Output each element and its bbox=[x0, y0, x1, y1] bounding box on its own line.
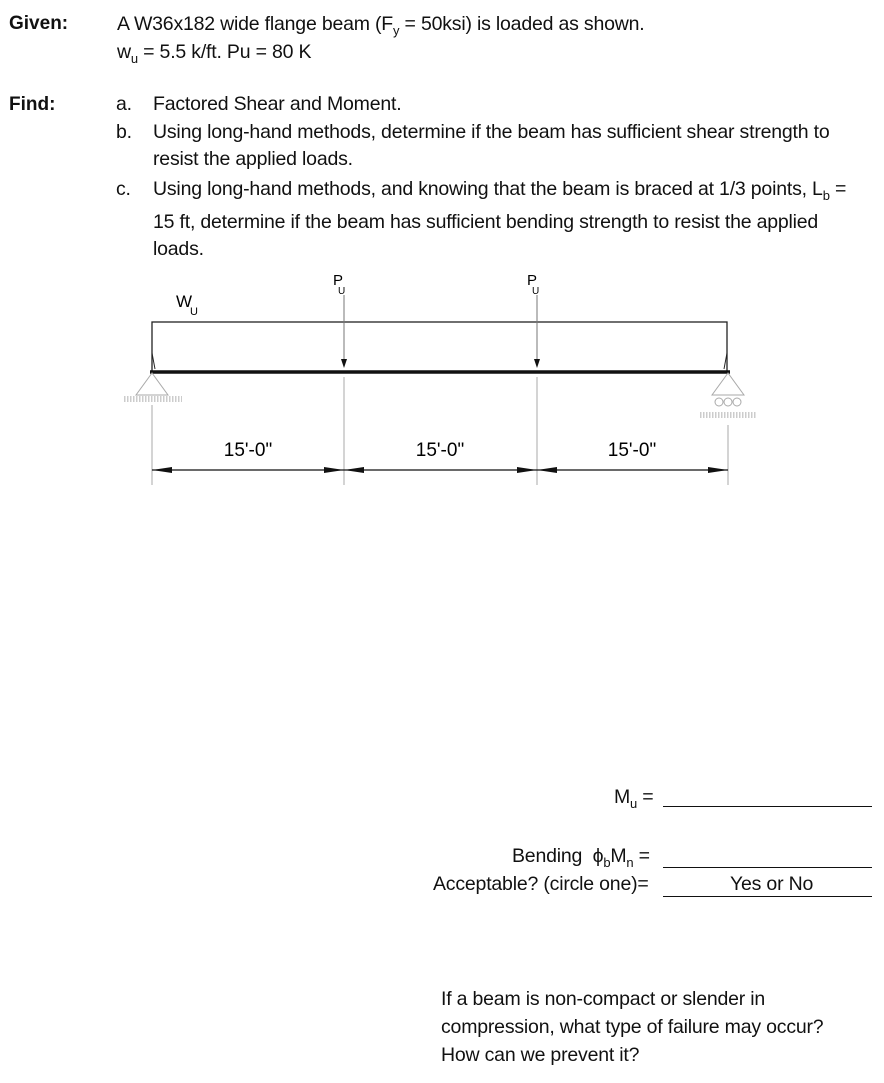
distributed-load-block bbox=[152, 322, 727, 372]
svg-text:P: P bbox=[527, 272, 538, 289]
span-label-3: 15'-0" bbox=[607, 440, 657, 461]
bending-label: Bending $\phi_bM_n$ = bbox=[512, 845, 650, 870]
acceptable-answer-line bbox=[663, 896, 872, 897]
mu-answer-line[interactable] bbox=[663, 806, 872, 807]
failure-question: If a beam is non-compact or slender in compression, what type of failure may occur? How can we prevent it? bbox=[441, 988, 824, 1066]
point-load-arrow-2 bbox=[534, 359, 540, 368]
find-item-c: c. Using long-hand methods, and knowing that the beam is braced at 1/3 points, $L_b$ = 15 ft, determine if the beam has sufficient bending strength to resist the applied loads. bbox=[116, 178, 847, 260]
given-line-2: $w_u = 5.5$ k/ft. Pu = 80 K bbox=[117, 41, 312, 66]
point-load-arrow-1 bbox=[341, 359, 347, 368]
distributed-load-label bbox=[176, 292, 198, 318]
beam-diagram bbox=[0, 265, 884, 485]
svg-text:W: W bbox=[176, 292, 193, 311]
svg-text:P: P bbox=[333, 272, 344, 289]
svg-text:U: U bbox=[338, 286, 346, 297]
mu-label: $M_u$ = bbox=[614, 786, 654, 811]
given-label: Given: bbox=[9, 13, 69, 34]
acceptable-label: Acceptable? (circle one)= bbox=[433, 873, 649, 895]
given-line-1: A W36x182 wide flange beam $(F_y = 50ksi)$ is loaded as shown. bbox=[117, 13, 645, 38]
roller-support bbox=[700, 373, 756, 415]
svg-text:U: U bbox=[190, 306, 198, 318]
acceptable-options[interactable]: Yes or No bbox=[730, 873, 814, 895]
find-item-b: b. Using long-hand methods, determine if the beam has sufficient shear strength to resist the applied loads. bbox=[116, 121, 830, 170]
find-label: Find: bbox=[9, 94, 56, 115]
point-load-label-2 bbox=[527, 272, 539, 297]
pin-support bbox=[124, 373, 182, 399]
svg-text:U: U bbox=[532, 286, 540, 297]
find-item-a: a. Factored Shear and Moment. bbox=[116, 93, 402, 115]
span-label-2: 15'-0" bbox=[415, 440, 465, 461]
span-label-1: 15'-0" bbox=[223, 440, 273, 461]
bending-answer-line[interactable] bbox=[663, 867, 872, 868]
point-load-label-1 bbox=[333, 272, 345, 297]
